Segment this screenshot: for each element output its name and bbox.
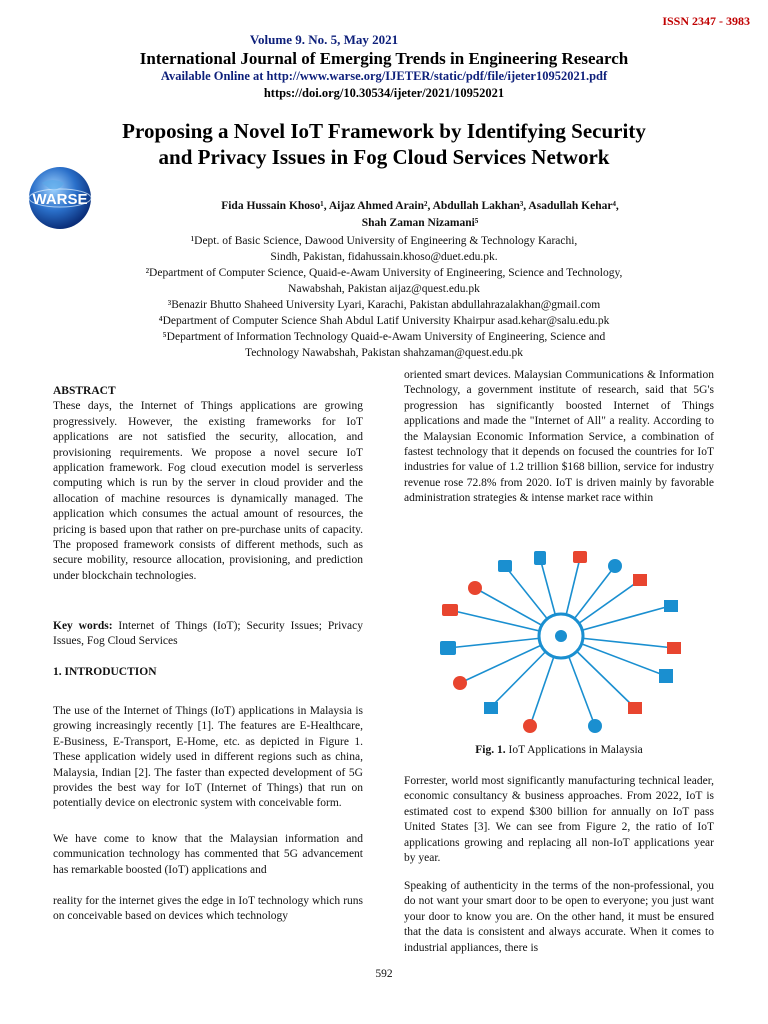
page-number: 592 [375, 968, 393, 980]
right-paragraph-3: Speaking of authenticity in the terms of the non-professional, you do not want your smart door to be open to everyone; you just want your door to know you are. On the other hand, it must be ensured that the data is consistent and always accurate. When it comes to industrial appliances, there is [404, 880, 714, 954]
intro-paragraph-2: We have come to know that the Malaysian information and communication technology has commented that 5G advancement has remarkable boosted (IoT) applications and [53, 833, 363, 876]
intro-paragraph-1: The use of the Internet of Things (IoT) applications in Malaysia is growing increasingly recently [1]. The features are E-Healthcare, E-Business, E-Transport, E-Home, etc. as depicted in Figure 1. These application widely used in different regions such as china, Malaysia, Indian [2]. The faster than expected development of 5G provides the best way for IoT (Internet of Things) that run on potentially device on electronic system with conceivable form. [53, 705, 363, 810]
svg-text:WARSE: WARSE [32, 191, 88, 208]
journal-title: International Journal of Emerging Trends in Engineering Research [139, 49, 629, 68]
availability-link[interactable]: Available Online at http://www.warse.org/IJETER/static/pdf/file/ijeter10952021.pdf [160, 69, 608, 83]
figure-caption: Fig. 1. IoT Applications in Malaysia [475, 744, 643, 756]
paper-title: Proposing a Novel IoT Framework by Identifying Security and Privacy Issues in Fog Cloud Services Network [122, 119, 646, 169]
volume-line: Volume 9. No. 5, May 2021 [249, 32, 399, 47]
intro-paragraph-3: reality for the internet gives the edge in IoT technology which runs on conceivable based on devices which technology [53, 895, 363, 923]
doi-link[interactable]: https://doi.org/10.30534/ijeter/2021/10952021 [263, 86, 505, 100]
right-paragraph-2: Forrester, world most significantly manufacturing technical leader, economic consultancy & business approaches. From 2022, IoT is estimated cost to expend $300 billion for annually on IoT pass United States [3]. We can see from Figure 2, the ratio of IoT applications growing and replacing all non-IoT applications year by year. [404, 775, 714, 865]
affiliations: ¹Dept. of Basic Science, Dawood University of Engineering & Technology Karachi, Sindh, Pakistan, fidahussain.khoso@duet.edu.pk. ²Department of Computer Science, Quaid-e-Awam University of Engineering, Science and Technology, Nawabshah, Pakistan aijaz@quest.edu.pk ³Benazir Bhutto Shaheed University Lyari, Karachi, Pakistan abdullahrazalakhan@gmail.com ⁴Department of Computer Science Shah Abdul Latif University Khairpur asad.kehar@salu.edu.pk ⁵Department of Information Technology Quaid-e-Awam University of Engineering, Science and Technology Nawabshah, Pakistan shahzaman@quest.edu.pk [145, 235, 623, 359]
warse-logo [20, 163, 100, 233]
abstract-section [53, 384, 363, 584]
abstract-heading: ABSTRACT [53, 385, 116, 397]
author-list: Fida Hussain Khoso¹, Aijaz Ahmed Arain², Abdullah Lakhan³, Asadullah Kehar⁴, Shah Zaman Nizamani⁵ [221, 200, 619, 229]
abstract-text: These days, the Internet of Things applications are growing progressively. However, the existing frameworks for IoT applications are not satisfied the security, allocation, and provisioning requirements. We propose a novel secure IoT application framework. Fog cloud execution model is serverless computing which is run by the server in cloud provider and the allocation of machine resources is dynamically managed. The application which consumes the actual amount of resources, the pricing is based upon that rather on pre-purchase units of capacity. The proposed framework consists of different methods, such as secure mobility, resource allocation, provisioning, and prediction under blockchain technologies. [53, 400, 363, 582]
intro-heading: 1. INTRODUCTION [53, 666, 157, 678]
keywords: Key words: Internet of Things (IoT); Security Issues; Privacy Issues, Fog Cloud Services [53, 620, 363, 648]
iot-applications-figure [430, 548, 692, 738]
right-paragraph-1: oriented smart devices. Malaysian Communications & Information Technology, a government institute of research, said that 5G's progression has significantly boosted Internet of Things applications and made the "Internet of All" a reality. According to the Malaysian Economic Information Service, a combination of fastest technology that it depends on focused the countries for IoT industries for value of 1.2 trillion $168 billion, service for industry revenue rose 72.8% from 2020. IoT is driven mainly by favorable administration strategies & intense market race within [404, 369, 714, 505]
issn-label: ISSN 2347 - 3983 [662, 14, 750, 28]
